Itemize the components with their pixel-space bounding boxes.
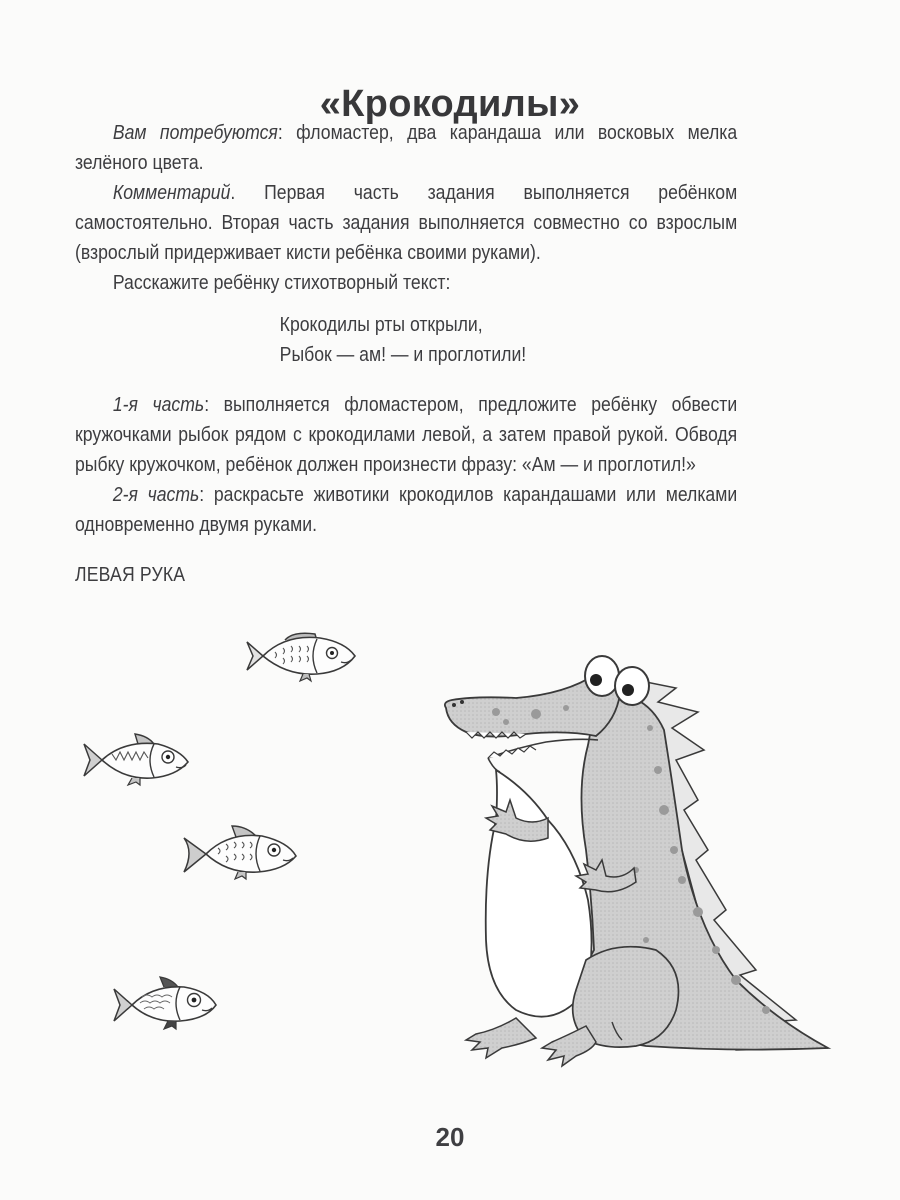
comment-paragraph — [75, 178, 737, 268]
part-1-paragraph — [75, 390, 737, 480]
fish-icon[interactable] — [245, 628, 360, 683]
instruction-paragraph: Расскажите ребёнку стихотворный текст: — [112, 271, 451, 294]
materials-text: : фломастер, два карандаша или восковых мелка зелёного цвета. — [75, 121, 738, 174]
instructions-text — [75, 118, 737, 590]
crocodile-illustration[interactable] — [436, 650, 836, 1080]
part-2-paragraph — [75, 480, 737, 540]
materials-label: Вам потребуются — [112, 121, 278, 144]
comment-label: Комментарий — [112, 181, 231, 204]
poem-line-2: Рыбок — ам! — и проглотили! — [279, 343, 527, 366]
part-2-label: 2-я часть — [112, 483, 200, 506]
fish-icon[interactable] — [180, 822, 300, 880]
poem — [280, 310, 738, 370]
materials-paragraph — [75, 118, 737, 178]
part-1-text: : выполняется фломастером, предложите ребёнку обвести кружочками рыбок рядом с крокодилами левой, а затем правой рукой. Обводя рыбку кружочком, ребёнок должен произнести фразу: «Ам — и проглотил!» — [75, 393, 738, 476]
comment-text: . Первая часть задания выполняется ребёнком самостоятельно. Вторая часть задания выполняется совместно со взрослым (взрослый придерживает кисти ребёнка своими руками). — [75, 181, 738, 264]
fish-icon[interactable] — [108, 975, 218, 1033]
fish-icon[interactable] — [80, 730, 190, 788]
poem-line-1: Крокодилы рты открыли, — [279, 313, 483, 336]
part-1-label: 1-я часть — [112, 393, 205, 416]
section-label-left-hand: ЛЕВАЯ РУКА — [75, 563, 186, 586]
page-number: 20 — [435, 1122, 465, 1152]
page-title: «Крокодилы» — [319, 83, 581, 126]
part-2-text: : раскрасьте животики крокодилов карандашами или мелками одновременно двумя руками. — [75, 483, 738, 536]
